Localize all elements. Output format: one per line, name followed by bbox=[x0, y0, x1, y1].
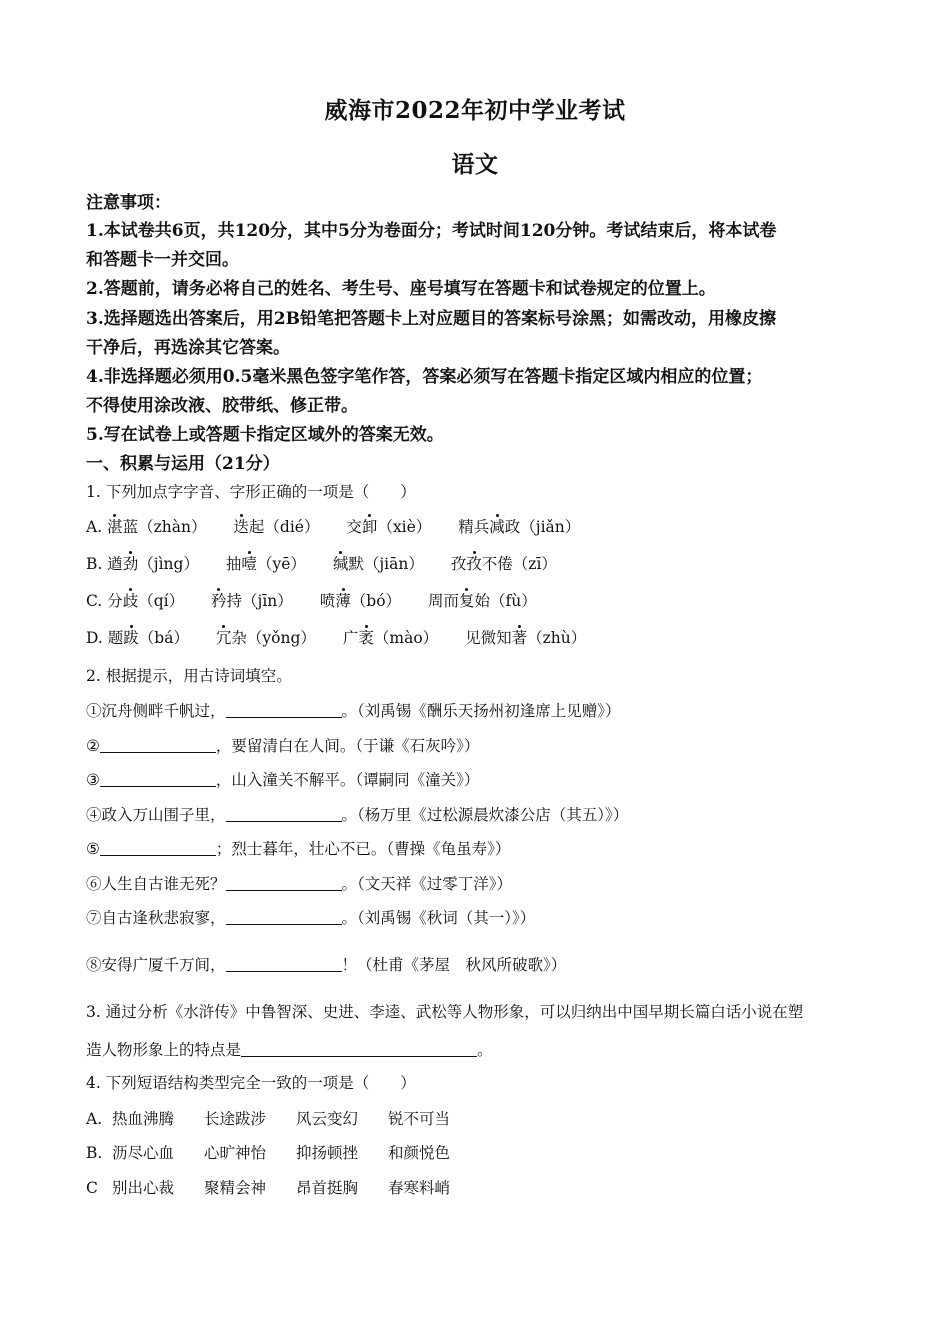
notice-line: 1.本试卷共6页，共120分，其中5分为卷面分；考试时间120分钟。考试结束后，将本试卷 bbox=[86, 221, 777, 241]
option-item: 缄默（jiān） bbox=[332, 555, 424, 573]
option-item: 周而复始（fù） bbox=[427, 592, 537, 610]
notice-line: 2.答题前，请务必将自己的姓名、考生号、座号填写在答题卡和试卷规定的位置上。 bbox=[86, 279, 716, 299]
q1-option-c bbox=[86, 591, 870, 611]
option-label: B. bbox=[86, 1144, 103, 1162]
q2-item: ⑦自古逢秋悲寂寥， 。（刘禹锡《秋词（其一）》） bbox=[86, 909, 536, 927]
option-item: 精兵减政（jiǎn） bbox=[458, 518, 581, 536]
notice-line: 和答题卡一并交回。 bbox=[86, 250, 239, 270]
fill-blank[interactable] bbox=[100, 736, 216, 753]
dotted-char: 矜 bbox=[211, 592, 227, 610]
q2-item: ③ ，山入潼关不解平。（谭嗣同《潼关》） bbox=[86, 771, 480, 789]
q4-option-a bbox=[86, 1109, 870, 1129]
option-item: 题跋（bá） bbox=[107, 629, 189, 647]
q4-option-c bbox=[86, 1178, 870, 1198]
exam-title: 威海市2022年初中学业考试 bbox=[324, 97, 626, 124]
phrase: 热血沸腾 bbox=[112, 1110, 175, 1128]
option-item: 广袤（mào） bbox=[342, 629, 439, 647]
option-label: A. bbox=[86, 1110, 103, 1128]
q3-line: 造人物形象上的特点是 。 bbox=[86, 1041, 493, 1059]
dotted-char: 袤 bbox=[358, 629, 374, 647]
fill-blank[interactable] bbox=[226, 805, 342, 822]
phrase: 风云变幻 bbox=[296, 1110, 359, 1128]
q2-item: ⑧安得广厦千万间， ！（杜甫《茅屋 秋风所破歌》） bbox=[86, 956, 567, 974]
fill-blank[interactable] bbox=[100, 770, 216, 787]
q1-option-d bbox=[86, 628, 870, 648]
option-label: D. bbox=[86, 629, 103, 647]
option-item: 冗杂（yǒng） bbox=[215, 629, 316, 647]
option-item: 湛蓝（zhàn） bbox=[107, 518, 207, 536]
q2-item: ⑤ ；烈士暮年，壮心不已。（曹操《龟虽寿》） bbox=[86, 840, 511, 858]
notice-heading: 注意事项： bbox=[86, 193, 171, 213]
fill-blank[interactable] bbox=[100, 839, 216, 856]
option-label: B. bbox=[86, 555, 103, 573]
q1-option-b bbox=[86, 554, 870, 574]
option-label: C. bbox=[86, 592, 103, 610]
fill-blank[interactable] bbox=[226, 874, 342, 891]
option-item: 喷薄（bó） bbox=[319, 592, 402, 610]
q2-item: ①沉舟侧畔千帆过， 。（刘禹锡《酬乐天扬州初逢席上见赠》） bbox=[86, 702, 621, 720]
phrase: 抑扬顿挫 bbox=[296, 1144, 359, 1162]
option-item: 迭起（dié） bbox=[233, 518, 320, 536]
dotted-char: 跋 bbox=[123, 629, 139, 647]
option-item: 孜孜不倦（zī） bbox=[450, 555, 557, 573]
exam-subject: 语文 bbox=[451, 151, 499, 178]
dotted-char: 减 bbox=[489, 518, 505, 536]
dotted-char: 著 bbox=[511, 629, 528, 647]
notice-line: 干净后，再选涂其它答案。 bbox=[86, 338, 290, 358]
fill-blank[interactable] bbox=[241, 1040, 477, 1057]
dotted-char: 冗 bbox=[215, 629, 232, 647]
phrase: 昂首挺胸 bbox=[296, 1179, 359, 1197]
notice-line: 5.写在试卷上或答题卡指定区域外的答案无效。 bbox=[86, 425, 444, 445]
phrase: 别出心裁 bbox=[112, 1179, 175, 1197]
dotted-char: 歧 bbox=[122, 592, 139, 610]
q3-line: 3. 通过分析《水浒传》中鲁智深、史进、李逵、武松等人物形象，可以归纳出中国早期长篇白话小说在塑 bbox=[86, 1003, 804, 1021]
q4-option-b bbox=[86, 1143, 870, 1163]
option-item: 交卸（xiè） bbox=[346, 518, 432, 536]
dotted-char: 噎 bbox=[241, 555, 257, 573]
option-label: A. bbox=[86, 518, 103, 536]
q1-option-a bbox=[86, 517, 870, 537]
fill-blank[interactable] bbox=[226, 908, 342, 925]
notice-line: 3.选择题选出答案后，用2B铅笔把答题卡上对应题目的答案标号涂黑；如需改动，用橡皮擦 bbox=[86, 309, 776, 329]
phrase: 和颜悦色 bbox=[388, 1144, 451, 1162]
q2-item: ⑥人生自古谁无死？ 。（文天祥《过零丁洋》） bbox=[86, 875, 513, 893]
phrase: 长途跋涉 bbox=[204, 1110, 267, 1128]
phrase: 聚精会神 bbox=[204, 1179, 267, 1197]
option-item: 抽噎（yē） bbox=[225, 555, 306, 573]
q2-item: ② ，要留清白在人间。（于谦《石灰吟》） bbox=[86, 737, 480, 755]
section-heading: 一、积累与运用（21分） bbox=[86, 454, 280, 474]
dotted-char: 缄 bbox=[332, 555, 349, 573]
phrase: 春寒料峭 bbox=[388, 1179, 451, 1197]
fill-blank[interactable] bbox=[226, 701, 342, 718]
q2-item: ④政入万山围子里， 。（杨万里《过松源晨炊漆公店（其五）》） bbox=[86, 806, 629, 824]
q1-stem: 1. 下列加点字字音、字形正确的一项是（ ） bbox=[86, 483, 416, 501]
dotted-char: 孜 bbox=[466, 555, 482, 573]
notice-line: 4.非选择题必须用0.5毫米黑色签字笔作答，答案必须写在答题卡指定区域内相应的位置； bbox=[86, 367, 763, 387]
option-item: 见微知著（zhù） bbox=[465, 629, 587, 647]
dotted-char: 劲 bbox=[122, 555, 139, 573]
dotted-char: 复 bbox=[458, 592, 475, 610]
phrase: 沥尽心血 bbox=[112, 1144, 175, 1162]
phrase: 锐不可当 bbox=[388, 1110, 451, 1128]
q2-stem: 2. 根据提示，用古诗词填空。 bbox=[86, 667, 292, 685]
fill-blank[interactable] bbox=[226, 955, 342, 972]
dotted-char: 迭 bbox=[233, 518, 249, 536]
notice-line: 不得使用涂改液、胶带纸、修正带。 bbox=[86, 396, 358, 416]
option-item: 矜持（jīn） bbox=[211, 592, 293, 610]
option-item: 遒劲（jìng） bbox=[107, 555, 199, 573]
dotted-char: 卸 bbox=[361, 518, 378, 536]
option-item: 分歧（qí） bbox=[107, 592, 185, 610]
dotted-char: 湛 bbox=[107, 518, 123, 536]
dotted-char: 薄 bbox=[335, 592, 351, 610]
option-label: C bbox=[86, 1179, 98, 1197]
phrase: 心旷神怡 bbox=[204, 1144, 267, 1162]
q4-stem: 4. 下列短语结构类型完全一致的一项是（ ） bbox=[86, 1074, 416, 1092]
